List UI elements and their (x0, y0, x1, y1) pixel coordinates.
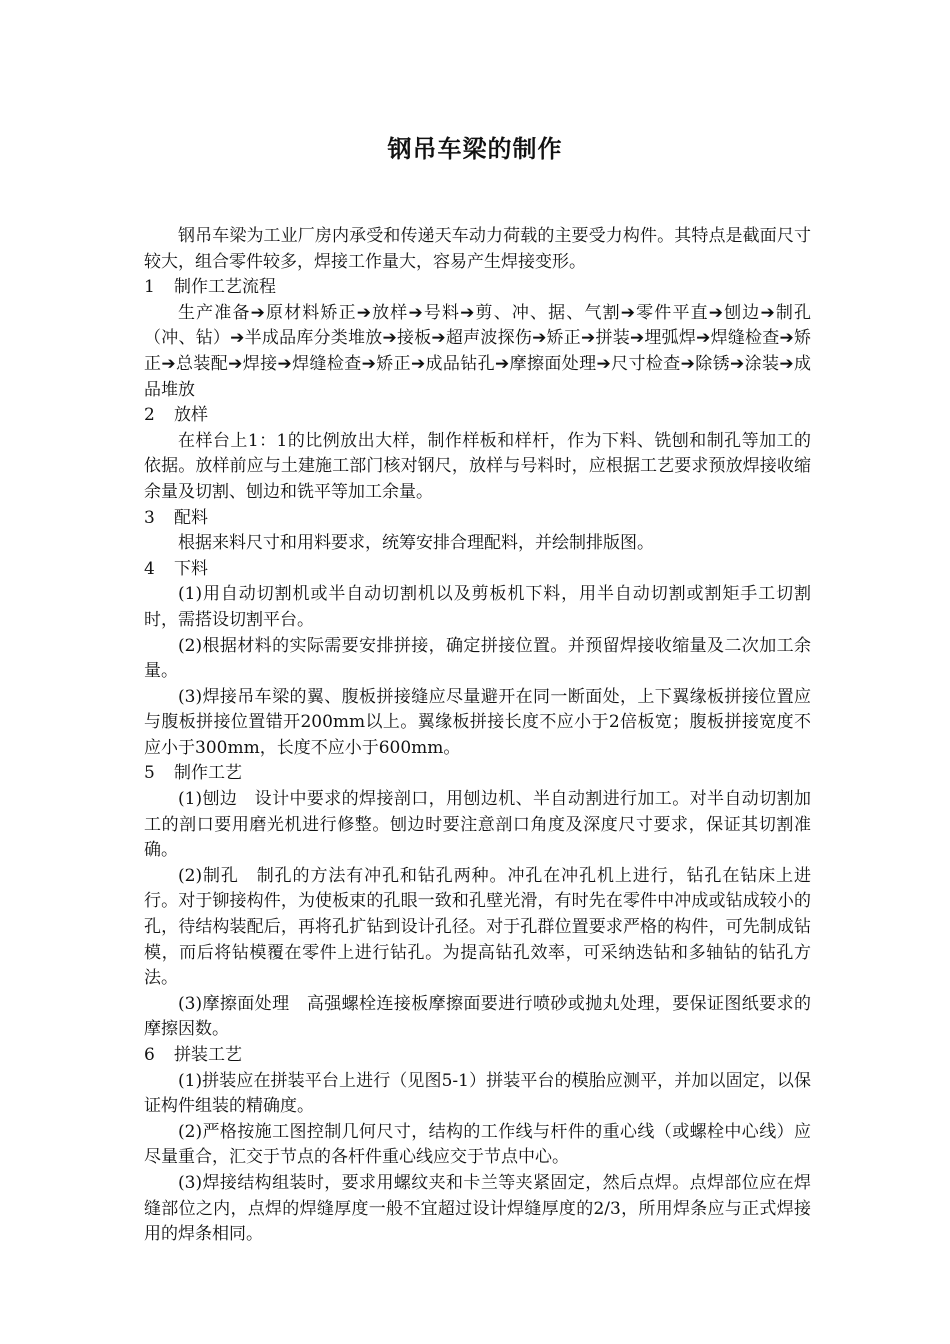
paragraph: (3)焊接吊车梁的翼、腹板拼接缝应尽量避开在同一断面处，上下翼缘板拼接位置应与腹板拼接位置错开200mm以上。翼缘板拼接长度不应小于2倍板宽；腹板拼接宽度不应小于300mm，长度不应小于600mm。 (144, 686, 811, 758)
section-heading (144, 1043, 811, 1069)
section-heading (144, 506, 811, 532)
paragraph: (2)制孔 制孔的方法有冲孔和钻孔两种。冲孔在冲孔机上进行，钻孔在钻床上进行。对于铆接构件，为使板束的孔眼一致和孔壁光滑，有时先在零件中冲成或钻成较小的孔，待结构装配后，再将孔扩钻到设计孔径。对于孔群位置要求严格的构件，可先制成钻模，而后将钻模覆在零件上进行钻孔。为提高钻孔效率，可采纳迭钻和多轴钻的钻孔方法。 (144, 865, 811, 989)
section-number: 5 (144, 763, 155, 784)
paragraph: (2)严格按施工图控制几何尺寸，结构的工作线与杆件的重心线（或螺栓中心线）应尽量重合，汇交于节点的各杆件重心线应交于节点中心。 (144, 1121, 811, 1168)
paragraph: (1)拼装应在拼装平台上进行（见图5-1）拼装平台的模胎应测平，并加以固定，以保证构件组装的精确度。 (144, 1070, 811, 1117)
section-title: 拼装工艺 (174, 1045, 242, 1065)
paragraph: 根据来料尺寸和用料要求，统筹安排合理配料，并绘制排版图。 (178, 533, 654, 554)
section-number: 1 (144, 277, 155, 298)
paragraph: (3)摩擦面处理 高强螺栓连接板摩擦面要进行喷砂或抛丸处理，要保证图纸要求的摩擦因数。 (144, 993, 811, 1040)
section-heading (144, 275, 811, 301)
document-body (144, 224, 811, 1248)
section-number: 4 (144, 558, 155, 579)
paragraph: (3)焊接结构组装时，要求用螺纹夹和卡兰等夹紧固定，然后点焊。点焊部位应在焊缝部位之内，点焊的焊缝厚度一般不宜超过设计焊缝厚度的2/3，所用焊条应与正式焊接用的焊条相同。 (144, 1172, 811, 1245)
paragraph: (2)根据材料的实际需要安排拼接，确定拼接位置。并预留焊接收缩量及二次加工余量。 (144, 635, 811, 682)
section-number: 6 (144, 1045, 155, 1065)
section-title: 配料 (174, 507, 208, 528)
section-title: 制作工艺 (174, 763, 242, 784)
paragraph: 生产准备➔原材料矫正➔放样➔号料➔剪、冲、据、气割➔零件平直➔刨边➔制孔（冲、钻）➔半成品库分类堆放➔接板➔超声波探伤➔矫正➔拼装➔埋弧焊➔焊缝检查➔矫正➔总装配➔焊接➔焊缝检查➔矫正➔成品钻孔➔摩擦面处理➔尺寸检查➔除锈➔涂装➔成品堆放 (144, 302, 811, 400)
section-heading (144, 761, 811, 787)
intro-paragraph: 钢吊车梁为工业厂房内承受和传递天车动力荷载的主要受力构件。其特点是截面尺寸较大，组合零件较多，焊接工作量大，容易产生焊接变形。 (144, 226, 811, 272)
section-number: 2 (144, 405, 155, 426)
paragraph: (1)刨边 设计中要求的焊接剖口，用刨边机、半自动割进行加工。对半自动切割加工的剖口要用磨光机进行修整。刨边时要注意剖口角度及深度尺寸要求，保证其切割准确。 (144, 789, 811, 861)
document-title: 钢吊车梁的制作 (387, 134, 563, 163)
section-number: 3 (144, 507, 155, 528)
section-title: 下料 (174, 558, 208, 579)
section-title: 制作工艺流程 (174, 277, 276, 298)
paragraph: (1)用自动切割机或半自动切割机以及剪板机下料，用半自动切割或割矩手工切割时，需搭设切割平台。 (144, 584, 811, 630)
section-title: 放样 (174, 405, 208, 426)
section-heading (144, 557, 811, 583)
paragraph: 在样台上1：1的比例放出大样，制作样板和样杆，作为下料、铣刨和制孔等加工的依据。放样前应与土建施工部门核对钢尺，放样与号料时，应根据工艺要求预放焊接收缩余量及切割、刨边和铣平等加工余量。 (144, 430, 811, 502)
section-heading (144, 403, 811, 429)
